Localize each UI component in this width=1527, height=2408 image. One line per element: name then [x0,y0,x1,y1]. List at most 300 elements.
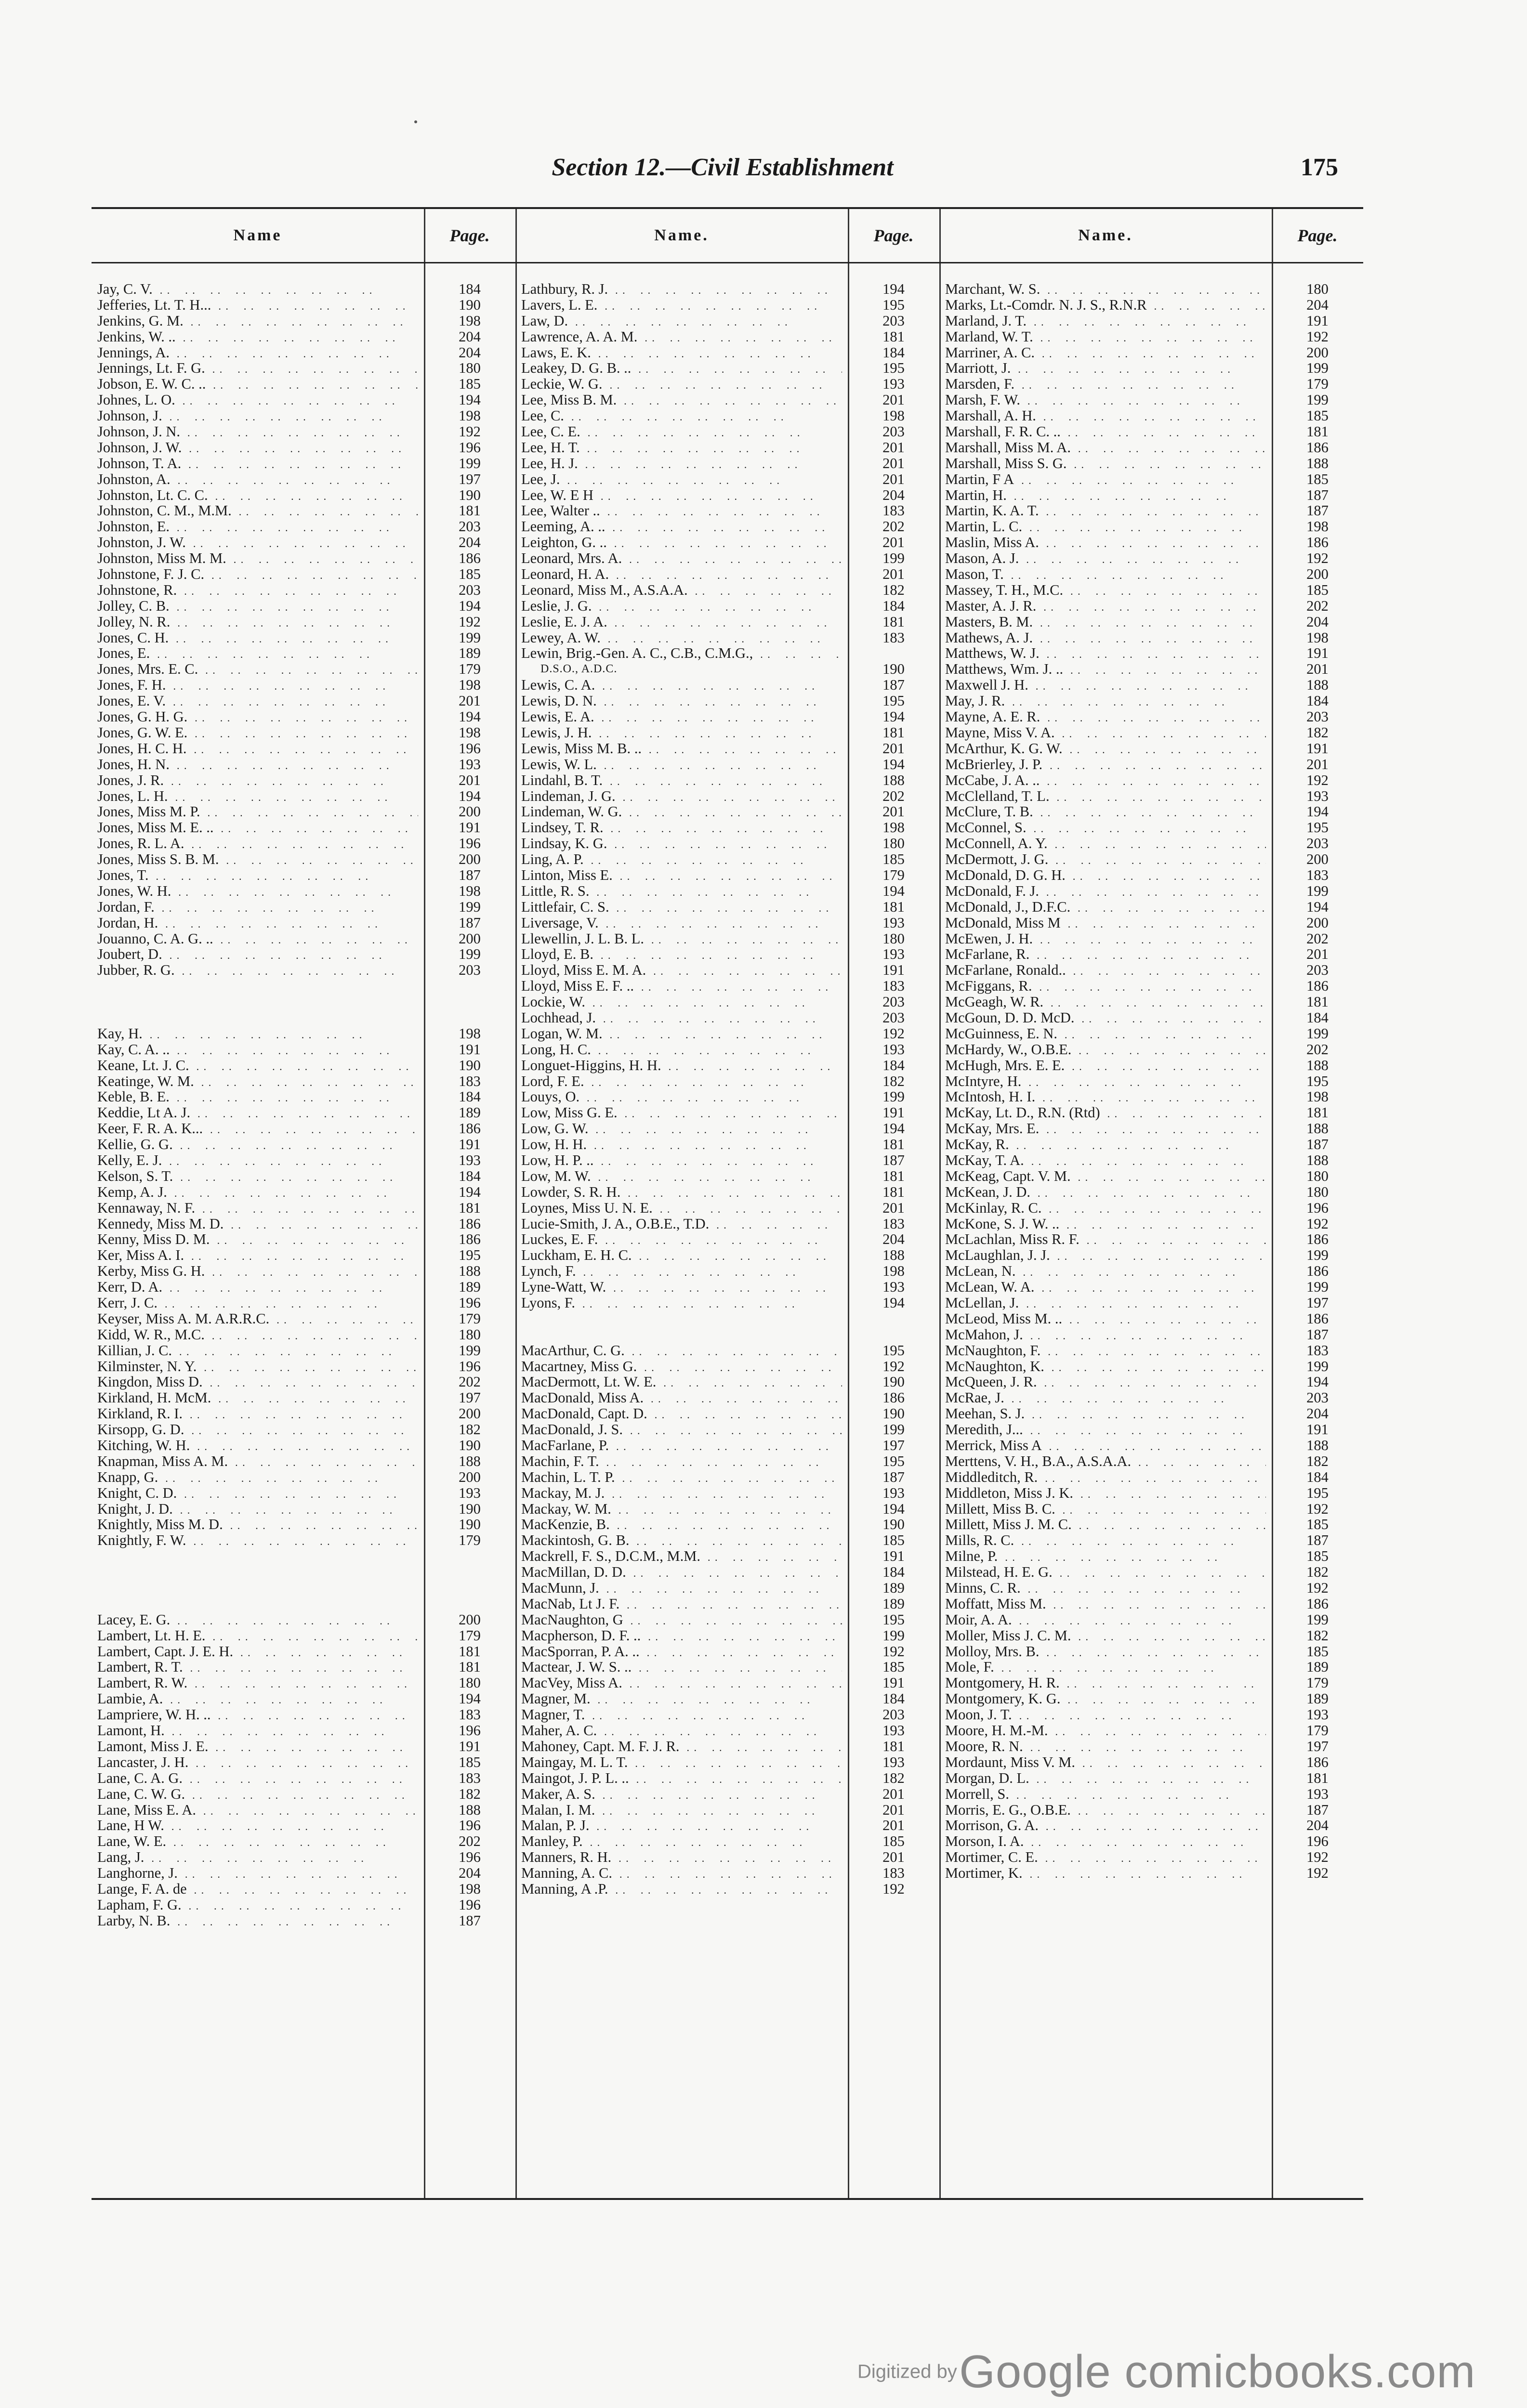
index-entry [939,313,1363,329]
entry-name: Larby, N. B. . . [97,1913,418,1930]
index-entry [939,1231,1363,1247]
entry-name: Lewis, J. H. . . [521,725,842,742]
entry-page: 195 [882,296,905,313]
entry-page: 194 [882,1120,905,1137]
entry-page: 196 [459,1722,481,1739]
entry-name: Marland, W. T. . . [945,329,1266,346]
entry-name: MacDonald, Capt. D. . . [521,1406,842,1423]
entry-page: 183 [882,1215,905,1232]
index-entry [939,471,1363,487]
entry-page: 184 [882,597,905,614]
entry-page: 193 [1306,1785,1329,1802]
index-entry [92,1216,515,1232]
index-entry [939,1469,1363,1485]
entry-page: 198 [1306,1088,1329,1105]
entry-name: Kerby, Miss G. H. . . [97,1263,418,1281]
printer-mark [414,120,417,123]
index-entry [92,1422,515,1438]
entry-page: 186 [1306,1754,1329,1770]
index-entry [92,1517,515,1532]
entry-page: 189 [1306,1659,1329,1675]
index-entry [92,1121,515,1137]
entry-page: 199 [459,946,481,963]
entry-name: Malan, P. J. . . [521,1818,842,1835]
entry-name: McKay, R. . . [945,1137,1266,1154]
entry-name: Jones, E. V. . . [97,693,418,710]
index-entry [939,1374,1363,1390]
entry-name: Kellie, G. G. . . [97,1137,418,1154]
entry-name: Lee, C. . . [521,408,842,425]
entry-name: Lane, C. W. G. . . [97,1786,418,1804]
entry-name: McLeod, Miss M. .. . . [945,1311,1266,1328]
index-entry [92,582,515,598]
index-entry [939,1121,1363,1137]
entry-page: 191 [1306,645,1329,662]
index-entry [939,1295,1363,1311]
index-entry [515,1833,939,1849]
entry-name: Lane, Miss E. A. . . [97,1802,418,1819]
index-entry [92,1707,515,1723]
index-entry [92,820,515,836]
entry-name: McIntosh, H. I. . . [945,1089,1266,1106]
index-entry [92,487,515,503]
entry-name: Leighton, G. .. . . [521,535,842,552]
index-entry [92,804,515,820]
index-entry [939,281,1363,297]
entry-page: 204 [882,1231,905,1248]
index-entry [939,440,1363,456]
index-entry [92,1818,515,1833]
index-entry [939,408,1363,424]
entry-page: 185 [1306,1548,1329,1565]
entry-page: 184 [882,1690,905,1707]
entry-name: Kirkland, R. I. . . [97,1406,418,1423]
entry-name: Kerr, J. C. . . [97,1295,418,1312]
brand-watermark: Google comicbooks.com [959,2346,1476,2397]
entry-page: 184 [882,344,905,361]
entry-page: 202 [882,518,905,535]
entry-page: 194 [459,1183,481,1200]
entry-name: McFarlane, R. . . [945,946,1266,964]
entry-name: Kelly, E. J. . . [97,1152,418,1170]
index-entry [515,1739,939,1754]
entry-name: Middleditch, R. . . [945,1469,1266,1487]
index-entry [515,1881,939,1897]
entry-name: Keddie, Lt A. J. . . [97,1105,418,1122]
entry-page: 192 [1306,772,1329,788]
entry-page: 191 [459,1041,481,1058]
index-entry [515,883,939,899]
index-entry [92,535,515,550]
entry-name: Marshall, A. H. . . [945,408,1266,425]
index-entry [515,550,939,566]
entry-name: MacMunn, J. . . [521,1580,842,1597]
entry-name: McKay, Mrs. E. . . [945,1121,1266,1138]
entry-name: May, J. R. . . [945,693,1266,710]
entry-name: Kelson, S. T. . . [97,1168,418,1186]
entry-name: Lockie, W. . . [521,994,842,1011]
entry-page: 201 [882,1801,905,1818]
entry-page: 203 [882,1706,905,1723]
entry-page: 186 [459,1231,481,1248]
entry-page: 184 [1306,693,1329,709]
index-entry [939,1548,1363,1564]
entry-name: Marland, J. T. . . [945,313,1266,330]
index-entry [515,1865,939,1881]
entry-name: Kirsopp, G. D. . . [97,1422,418,1439]
entry-name: Knapman, Miss A. M. . . [97,1453,418,1471]
entry-page: 181 [459,502,481,519]
entry-name: McBrierley, J. P. . . [945,757,1266,774]
index-entry [515,1802,939,1818]
entry-page: 194 [1306,803,1329,820]
entry-name: Jefferies, Lt. T. H... . . [97,297,418,314]
entry-page: 203 [1306,835,1329,852]
index-entry [515,1849,939,1865]
index-entry [939,883,1363,899]
entry-page: 193 [459,1152,481,1168]
entry-name: Luckham, E. H. C. . . [521,1247,842,1265]
entry-page: 192 [1306,1500,1329,1517]
index-entry [515,1359,939,1374]
index-entry [939,1691,1363,1707]
index-entry [92,1406,515,1422]
entry-name: McKeag, Capt. V. M. . . [945,1168,1266,1186]
index-entry [92,503,515,519]
index-entry [515,1564,939,1580]
index-entry [939,360,1363,376]
entry-name: Morson, I. A. . . [945,1833,1266,1851]
index-entry [92,1105,515,1121]
entry-page: 197 [1306,1295,1329,1311]
index-entry [515,440,939,456]
entry-name: Law, D. . . [521,313,842,330]
entry-page: 184 [459,1088,481,1105]
index-entry [515,1089,939,1105]
entry-page: 179 [882,866,905,883]
entry-page: 199 [1306,1247,1329,1264]
index-entry [515,1786,939,1802]
index-entry [939,1168,1363,1184]
entry-page: 184 [1306,1468,1329,1485]
index-entry [939,867,1363,883]
index-entry [92,392,515,408]
entry-page: 199 [459,455,481,471]
index-entry [92,313,515,329]
index-entry [939,345,1363,361]
index-entry [92,1754,515,1770]
index-entry [92,772,515,788]
entry-name: Leakey, D. G. B. .. . . [521,360,842,378]
entry-name: Marshall, F. R. C. .. . . [945,424,1266,441]
entry-page: 198 [882,1263,905,1280]
entry-name: Kitching, W. H. . . [97,1438,418,1455]
entry-page: 183 [1306,1342,1329,1359]
index-entry [939,1849,1363,1865]
index-column-2 [515,209,939,2198]
entry-name: Jenkins, G. M. . . [97,313,418,330]
index-entry [92,550,515,566]
index-entry [515,566,939,582]
index-entry [939,503,1363,519]
entry-name: McNaughton, K. . . [945,1359,1266,1376]
entry-page: 203 [1306,1389,1329,1406]
entry-page: 192 [1306,1865,1329,1882]
index-entry [515,1263,939,1279]
entry-page: 196 [459,1295,481,1311]
entry-page: 181 [1306,994,1329,1010]
entry-page: 186 [1306,439,1329,456]
entry-page: 189 [882,1595,905,1612]
index-entry [92,899,515,915]
entry-page: 201 [1306,661,1329,678]
entry-name: MacSporran, P. A. .. . . [521,1644,842,1661]
entry-name: McDonald, F. J. . . [945,883,1266,901]
entry-page: 194 [459,787,481,804]
index-entry [939,978,1363,994]
entry-page: 183 [882,1865,905,1882]
entry-page: 185 [1306,581,1329,598]
entry-page: 196 [459,740,481,757]
entry-page: 190 [882,1374,905,1390]
entry-page: 181 [882,724,905,741]
entry-page: 190 [459,486,481,503]
entry-page: 179 [459,661,481,678]
entry-page: 186 [1306,1595,1329,1612]
index-entry [515,962,939,978]
entry-page: 187 [1306,486,1329,503]
entry-page: 198 [459,882,481,899]
index-entry [515,788,939,804]
index-entry [515,471,939,487]
entry-page: 198 [459,1880,481,1897]
entry-page: 191 [882,1675,905,1691]
index-entry [92,1675,515,1691]
entry-name: Lamont, H. . . [97,1723,418,1740]
index-entry [92,1865,515,1881]
entry-name: Meehan, S. J. . . [945,1406,1266,1423]
entry-name: McIntyre, H. . . [945,1073,1266,1091]
entry-name: Lawrence, A. A. M. . . [521,329,842,346]
entry-name: Lambert, Capt. J. E. H. . . [97,1644,418,1661]
entry-page: 181 [1306,1104,1329,1121]
entry-page: 181 [882,1738,905,1754]
entry-name: Marsh, F. W. . . [945,392,1266,409]
entry-name: Macpherson, D. F. .. . . [521,1628,842,1645]
entry-name: Langhorne, J. . . [97,1865,418,1883]
entry-page: 192 [882,1880,905,1897]
entry-page: 186 [459,550,481,567]
entry-page: 195 [1306,819,1329,836]
entry-name: Johnston, J. W. . . [97,535,418,552]
entry-page: 185 [459,376,481,393]
entry-page: 192 [1306,1215,1329,1232]
entry-name: MacVey, Miss A. . . [521,1675,842,1692]
index-entry [92,931,515,947]
entry-page: 201 [882,1849,905,1866]
entry-name: Maingot, J. P. L. .. . . [521,1770,842,1788]
entry-name: Lane, H W. . . [97,1818,418,1835]
entry-page: 192 [459,613,481,630]
entry-name: Lindahl, B. T. . . [521,772,842,790]
entry-page: 189 [882,1580,905,1597]
entries [939,281,1363,1881]
entry-page: 192 [882,1025,905,1042]
entry-page: 185 [882,1833,905,1850]
entry-name: Manley, P. . . [521,1833,842,1851]
entry-page: 199 [1306,1611,1329,1628]
entry-name: Jones, Miss M. P. . . [97,804,418,821]
entry-page: 199 [1306,1358,1329,1374]
entry-page: 181 [459,1659,481,1675]
entry-name: Mortimer, K. . . [945,1865,1266,1883]
index-entry [515,329,939,345]
index-entry [92,1644,515,1660]
entry-name: Johnson, J. N. . . [97,424,418,441]
index-entry [92,1612,515,1628]
entry-name: Mayne, Miss V. A. . . [945,725,1266,742]
entry-name: Lambie, A. . . [97,1691,418,1708]
index-entry [92,1184,515,1200]
entry-name: Jones, H. C. H. . . [97,741,418,758]
entry-page: 192 [882,1358,905,1374]
entry-page: 193 [1306,787,1329,804]
entry-name: Jones, Miss M. E. .. . . [97,820,418,837]
entry-page: 204 [1306,296,1329,313]
index-entry [939,1042,1363,1058]
entry-name: Lewis, C. A. . . [521,677,842,694]
index-entry [92,1089,515,1105]
index-entry [92,1580,515,1596]
entry-name: Mortimer, C. E. . . [945,1849,1266,1867]
index-entry [515,1010,939,1026]
index-entry [515,741,939,757]
entry-name: MacMillan, D. D. . . [521,1564,842,1582]
entry-page: 182 [882,581,905,598]
entry-page: 201 [882,534,905,551]
index-entry [92,1849,515,1865]
entry-name: Lee, Walter .. . . [521,503,842,520]
entry-page: 185 [1306,1516,1329,1533]
index-entry [92,1564,515,1580]
entry-name: McKay, T. A. . . [945,1152,1266,1170]
index-entry [92,376,515,392]
entry-name: Maher, A. C. . . [521,1723,842,1740]
entry-name: Marshall, Miss S. G. . . [945,456,1266,473]
entry-page: 184 [1306,1009,1329,1026]
entry-page: 185 [459,566,481,583]
entries [515,281,939,1897]
entry-page: 185 [882,1659,905,1675]
entry-page: 204 [1306,1817,1329,1834]
index-entry [92,1770,515,1786]
entry-page: 200 [459,851,481,868]
entry-page: 196 [459,439,481,456]
entry-name: Maslin, Miss A. . . [945,535,1266,552]
entry-page: 200 [1306,344,1329,361]
index-entry [939,725,1363,741]
index-entry [92,1247,515,1263]
entry-page: 198 [459,724,481,741]
entry-name: McQueen, J. R. . . [945,1374,1266,1391]
entry-name: Lord, F. E. . . [521,1073,842,1091]
entry-page: 194 [882,1500,905,1517]
entry-name: Marsden, F. . . [945,376,1266,393]
entry-name: Lee, H. J. . . [521,456,842,473]
index-entry [939,1596,1363,1612]
index-entry [92,424,515,440]
entry-name: MacArthur, C. G. . . [521,1343,842,1360]
index-entry [515,867,939,883]
index-entry [939,804,1363,820]
entry-name: Low, H. P. .. . . [521,1152,842,1170]
entry-name: Johnes, L. O. . . [97,392,418,409]
index-entry [515,1137,939,1152]
entry-page: 203 [459,581,481,598]
column-header-page: Page. [848,209,939,263]
index-entry [939,741,1363,757]
index-entry [939,297,1363,313]
entry-name: Knapp, G. . . [97,1469,418,1487]
entry-page: 194 [459,597,481,614]
entry-name: Lane, C. A. G. . . [97,1770,418,1788]
entry-page: 195 [882,1453,905,1469]
entry-name: Jones, C. H. . . [97,630,418,647]
column-header-name: Name [92,209,424,263]
entry-page: 203 [882,312,905,329]
entry-page: 194 [882,1295,905,1311]
entry-name: Lane, W. E. . . [97,1833,418,1851]
entry-page: 199 [459,898,481,915]
index-entry [92,1311,515,1327]
entry-page: 194 [882,882,905,899]
index-entry [515,1216,939,1232]
entry-page: 179 [1306,1722,1329,1739]
entry-page: 202 [1306,930,1329,947]
entry-name: Logan, W. M. . . [521,1026,842,1043]
index-entry [92,978,515,994]
entry-page: 187 [1306,1326,1329,1343]
entry-name: Moller, Miss J. C. M. . . [945,1628,1266,1645]
entry-name: Lee, W. E H . . [521,487,842,505]
index-entry [939,1865,1363,1881]
entry-name: Martin, F A . . [945,471,1266,489]
entry-name: McConnell, A. Y. . . [945,836,1266,853]
index-entry [92,329,515,345]
entry-page: 183 [459,1073,481,1089]
entry-name: Lewis, Miss M. B. .. . . [521,741,842,758]
index-entry [92,1739,515,1754]
index-entry [939,1580,1363,1596]
entry-name: Martin, L. C. . . [945,519,1266,536]
entry-page: 187 [882,1468,905,1485]
index-entry [939,392,1363,408]
entry-name: Maker, A. S. . . [521,1786,842,1804]
entry-name: Minns, C. R. . . [945,1580,1266,1597]
entry-page: 196 [459,1358,481,1374]
entry-page: 201 [882,439,905,456]
entry-name: Jolley, N. R. . . [97,614,418,631]
entry-name: MacDermott, Lt. W. E. . . [521,1374,842,1391]
index-entry [515,424,939,440]
entry-name: Low, M. W. . . [521,1168,842,1186]
entry-page: 182 [1306,1564,1329,1581]
entry-name: Macartney, Miss G. . . [521,1359,842,1376]
entry-page: 199 [459,1342,481,1359]
index-entry [939,329,1363,345]
entry-name: Millett, Miss B. C. . . [945,1501,1266,1518]
entry-page: 203 [459,518,481,535]
